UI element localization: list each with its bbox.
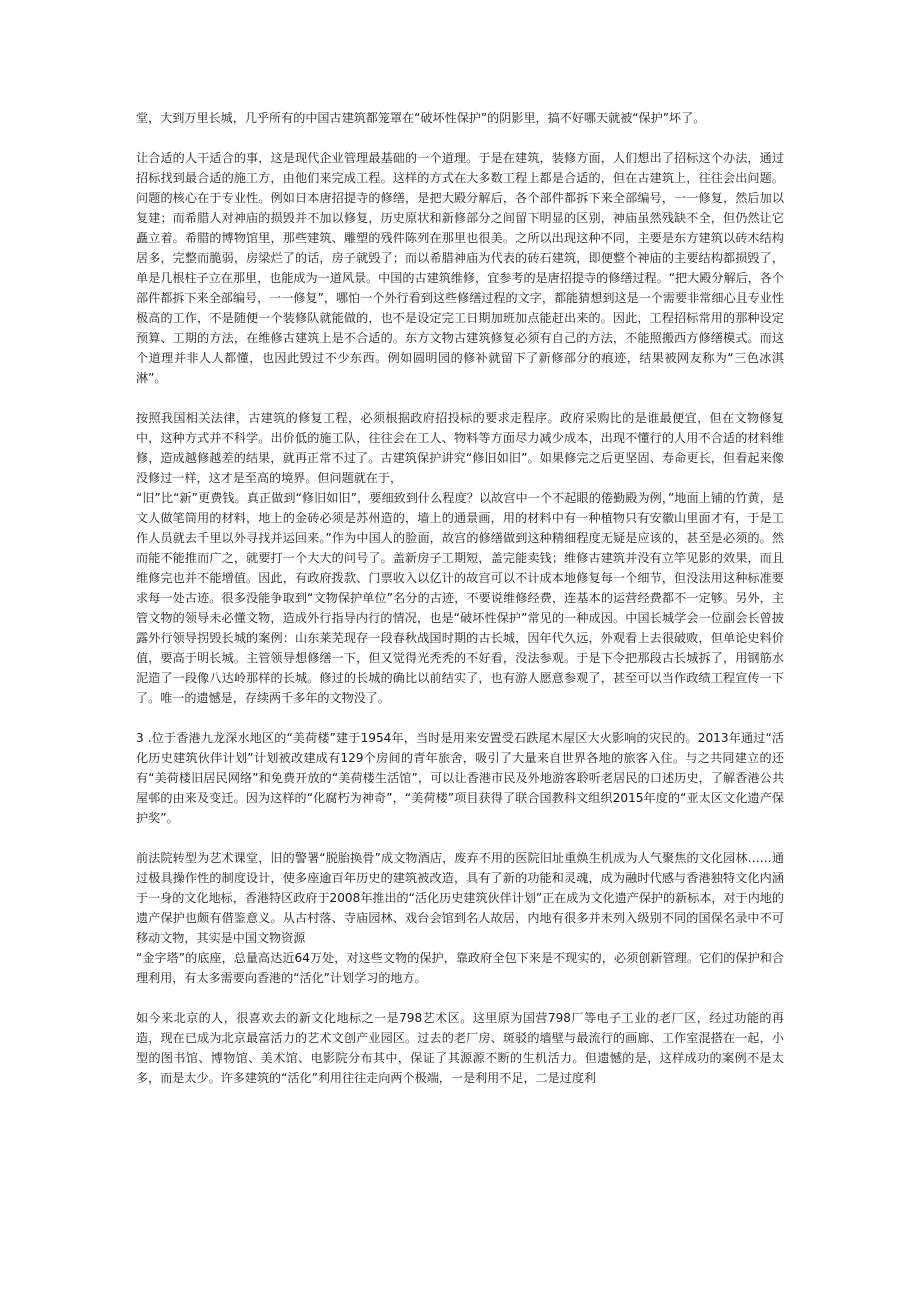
paragraph-revitalization: 前法院转型为艺术课堂，旧的警署“脱胎换骨”成文物酒店，废弃不用的医院旧址重焕生机成为人气聚焦的文化园林……通过极具操作性的制度设计，使多座逾百年历史的建筑被改造，具有了新的功能和灵魂，成为融时代感与香港独特文化内涵于一身的文化地标，香港特区政府于2008年推出的“活化历史建筑伙伴计划”正在成为文化遗产保护的新标本，对于内地的遗产保护也颇有借鉴意义。从古村落、寺庙园林、戏台会馆到名人故居，内地有很多并未列入级别不同的国保名录中不可移动文物，其实是中国文物资源 “金字塔”的底座，总量高达近64万处，对这些文物的保护，靠政府全包下来是不现实的，必须创新管理。它们的保护和合理利用，有太多需要向香港的“活化”计划学习的地方。 (136, 851, 784, 985)
paragraph-bidding: 让合适的人干适合的事，这是现代企业管理最基础的一个道理。于是在建筑，装修方面，人们想出了招标这个办法，通过招标找到最合适的施工方，由他们来完成工程。这样的方式在大多数工程上都是合适的，但在古建筑上，往往会出问题。问题的核心在于专业性。例如日本唐招提寺的修缮，是把大殿分解后，各个部件都拆下来全部编号，一一修复，然后加以复建；而希腊人对神庙的损毁并不加以修复，历史原状和新修部分之间留下明显的区别，神庙虽然残缺不全，但仍然让它矗立着。希腊的博物馆里，那些建筑、雕塑的残件陈列在那里也很美。之所以出现这种不同，主要是东方建筑以砖木结构居多，完整而脆弱，房梁烂了的话，房子就毁了；而以希腊神庙为代表的砖石建筑，即便整个神庙的主要结构都损毁了，单是几根柱子立在那里，也能成为一道风景。中国的古建筑维修，宜参考的是唐招提寺的修缮过程。“把大殿分解后，各个部件都拆下来全部编号，一一修复”，哪怕一个外行看到这些修缮过程的文字，都能猜想到这是一个需要非常细心且专业性极高的工作，不是随便一个装修队就能做的，也不是设定完工日期加班加点能赶出来的。因此，工程招标常用的那种设定预算、工期的方法，在维修古建筑上是不合适的。东方文物古建筑修复必须有自己的方法，不能照搬西方修缮模式。而这个道理并非人人都懂，也因此毁过不少东西。例如圆明园的修补就留下了新修部分的痕迹，结果被网友称为“三色冰淇淋”。 (136, 151, 784, 385)
paragraph-meiholou: 3 .位于香港九龙深水地区的“美荷楼”建于1954年，当时是用来安置受石跌尾木屋区大火影响的灾民的。2013年通过“活化历史建筑伙伴计划”计划被改建成有129个房间的青年旅舍，吸引了大量来自世界各地的旅客入住。与之共同建立的还有“美荷楼旧居民网络”和免费开放的“美荷楼生活馆”，可以让香港市民及外地游客聆听老居民的口述历史，了解香港公共屋邨的由来及变迁。因为这样的“化腐朽为神奇”，“美荷楼”项目获得了联合国教科文组织2015年度的“亚太区文化遗产保护奖”。 (136, 731, 784, 825)
paragraph-law: 按照我国相关法律，古建筑的修复工程，必须根据政府招投标的要求走程序。政府采购比的是谁最便宜，但在文物修复中，这种方式并不科学。出价低的施工队，往往会在工人、物料等方面尽力减少成本，出现不懂行的人用不合适的材料维修，造成越修越差的结果，就再正常不过了。古建筑保护讲究“修旧如旧”。如果修完之后更坚固、寿命更长，但看起来像没修过一样，这才是至高的境界。但问题就在于， “旧”比“新”更费钱。真正做到“修旧如旧”，要细致到什么程度？以故宫中一个不起眼的倦勤殿为例，”地面上铺的竹黄，是文人做笔筒用的材料，地上的金砖必须是苏州造的，墙上的通景画，用的材料中有一种植物只有安徽山里面才有，于是工作人员就去千里以外寻找并运回来。”作为中国人的脸面，故宫的修缮做到这种精细程度无疑是应该的，甚至是必须的。然而能不能推而广之，就要打一个大大的问号了。盖新房子工期短，盖完能卖钱；维修古建筑并没有立竿见影的效果，而且维修完也并不能增值。因此，有政府拨款、门票收入以亿计的故宫可以不计成本地修复每一个细节，但没法用这种标准要求每一处古迹。很多没能争取到“文物保护单位”名分的古迹，不要说维修经费，连基本的运营经费都不一定够。另外，主管文物的领导未必懂文物，造成外行指导内行的情况，也是“破坏性保护”常见的一种成因。中国长城学会一位副会长曾披露外行领导拐毁长城的案例：山东莱芜现存一段春秋战国时期的古长城，因年代久远，外观看上去很破败，但单论史料价值，要高于明长城。主管领导想修缮一下，但又觉得光秃秃的不好看，没法参观。于是下令把那段古长城拆了，用钢筋水泥造了一段像八达岭那样的长城。修过的长城的确比以前结实了，也有游人愿意参观了，甚至可以当作政绩工程宣传一下了。唯一的遗憾是，存续两千多年的文物没了。 (136, 411, 784, 705)
paragraph-798: 如今来北京的人，很喜欢去的新文化地标之一是798艺术区。这里原为国营798厂等电子工业的老厂区，经过功能的再造，现在已成为北京最富活力的艺术文创产业园区。过去的老厂房、斑驳的墙壁与最流行的画廊、工作室混搭在一起，小型的图书馆、博物馆、美术馆、电影院分布其中，保证了其源源不断的生机活力。但遗憾的是，这样成功的案例不是太多，而是太少。许多建筑的“活化”利用往往走向两个极端，一是利用不足，二是过度利 (136, 1011, 784, 1085)
document-body (136, 108, 784, 1108)
paragraph-continuation: 堂，大到万里长城，几乎所有的中国古建筑都笼罩在“破坏性保护”的阴影里，搞不好哪天就被“保护”坏了。 (136, 111, 706, 125)
